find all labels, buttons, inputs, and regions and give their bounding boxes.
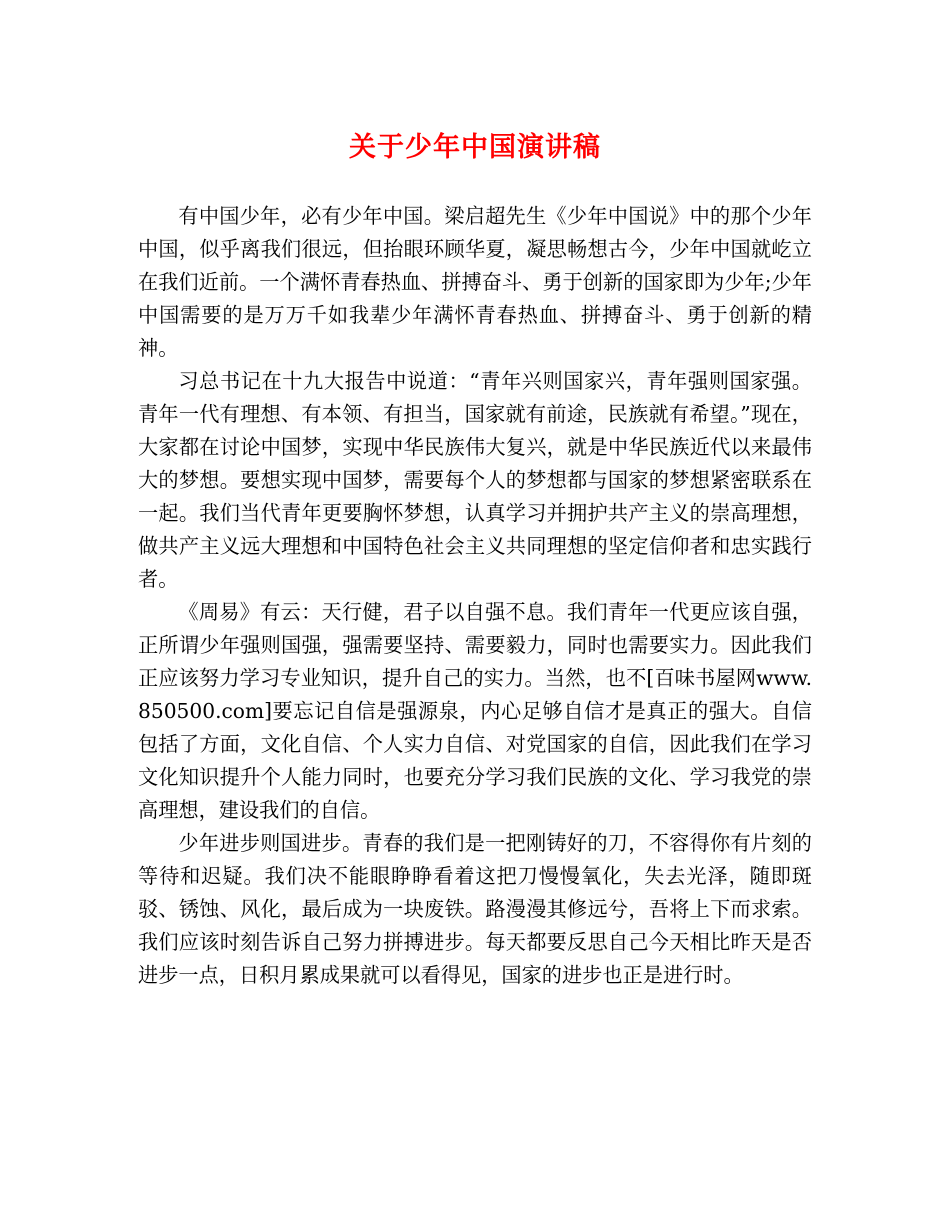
paragraph: 有中国少年，必有少年中国。梁启超先生《少年中国说》中的那个少年中国，似乎离我们很远，但抬眼环顾华夏，凝思畅想古今，少年中国就屹立在我们近前。一个满怀青春热血、拼搏奋斗、勇于创新的国家即为少年;少年中国需要的是万万千如我辈少年满怀青春热血、拼搏奋斗、勇于创新的精神。 bbox=[138, 204, 812, 360]
paragraph: 习总书记在十九大报告中说道：“青年兴则国家兴，青年强则国家强。青年一代有理想、有本领、有担当，国家就有前途，民族就有希望。”现在，大家都在讨论中国梦，实现中华民族伟大复兴，就是中华民族近代以来最伟大的梦想。要想实现中国梦，需要每个人的梦想都与国家的梦想紧密联系在一起。我们当代青年更要胸怀梦想，认真学习并拥护共产主义的崇高理想，做共产主义远大理想和中国特色社会主义共同理想的坚定信仰者和忠实践行者。 bbox=[138, 369, 812, 591]
paragraph: 少年进步则国进步。青春的我们是一把刚铸好的刀，不容得你有片刻的等待和迟疑。我们决不能眼睁睁看着这把刀慢慢氧化，失去光泽，随即斑驳、锈蚀、风化，最后成为一块废铁。路漫漫其修远兮，吾将上下而求索。我们应该时刻告诉自己努力拼搏进步。每天都要反思自己今天相比昨天是否进步一点，日积月累成果就可以看得见，国家的进步也正是进行时。 bbox=[138, 831, 812, 987]
document-title: 关于少年中国演讲稿 bbox=[349, 132, 601, 163]
document-body bbox=[138, 200, 812, 992]
paragraph: 《周易》有云：天行健，君子以自强不息。我们青年一代更应该自强，正所谓少年强则国强，强需要坚持、需要毅力，同时也需要实力。因此我们正应该努力学习专业知识，提升自己的实力。当然，也不[百味书屋网www.850500.com]要忘记自信是强源泉，内心足够自信才是真正的强大。自信包括了方面，文化自信、个人实力自信、对党国家的自信，因此我们在学习文化知识提升个人能力同时，也要充分学习我们民族的文化、学习我党的崇高理想，建设我们的自信。 bbox=[138, 600, 812, 822]
